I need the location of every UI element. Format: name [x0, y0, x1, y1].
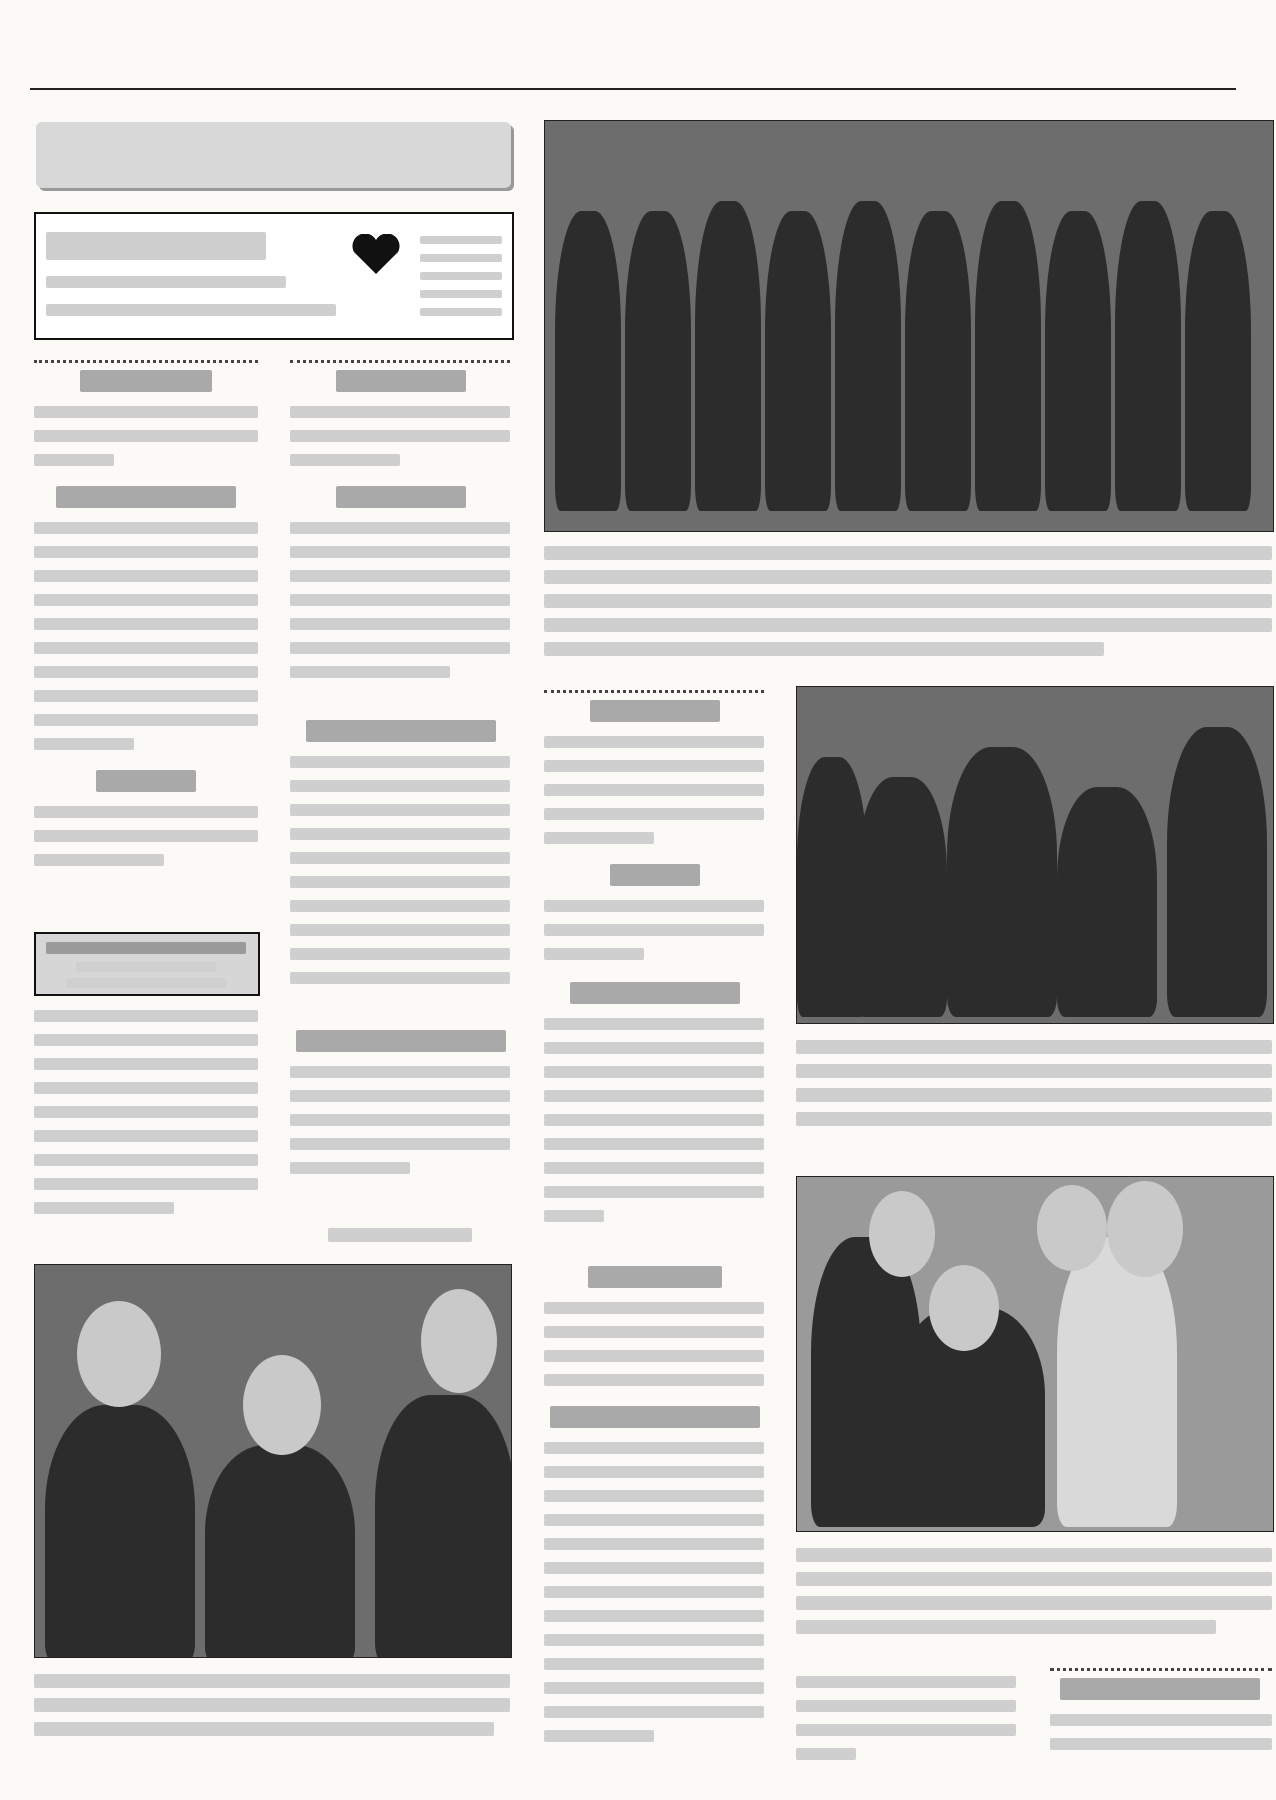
masthead-rule: [30, 88, 1236, 90]
photo-caption: [34, 1670, 510, 1758]
column-1-text: [34, 370, 258, 910]
divider: [1050, 1668, 1272, 1671]
divider: [290, 360, 510, 363]
photo-caption: [796, 1544, 1272, 1634]
section-banner: [36, 122, 511, 188]
photo: [796, 1176, 1274, 1532]
photo-caption: [796, 1036, 1272, 1146]
column-3-text: [544, 700, 764, 1760]
contact-line: [328, 1228, 472, 1242]
heart-logo-icon: [350, 234, 402, 276]
divider: [544, 690, 764, 693]
advertisement-box: [34, 212, 514, 340]
small-advertisement: [34, 932, 260, 996]
photo-caption: [544, 542, 1272, 662]
column-2-text: [290, 370, 510, 1200]
photo: [544, 120, 1274, 532]
column-1-text-lower: [34, 1010, 258, 1240]
photo: [796, 686, 1274, 1024]
article-snippet: [1050, 1678, 1272, 1766]
article-snippet: [796, 1676, 1016, 1764]
divider: [34, 360, 258, 363]
photo: [34, 1264, 512, 1658]
